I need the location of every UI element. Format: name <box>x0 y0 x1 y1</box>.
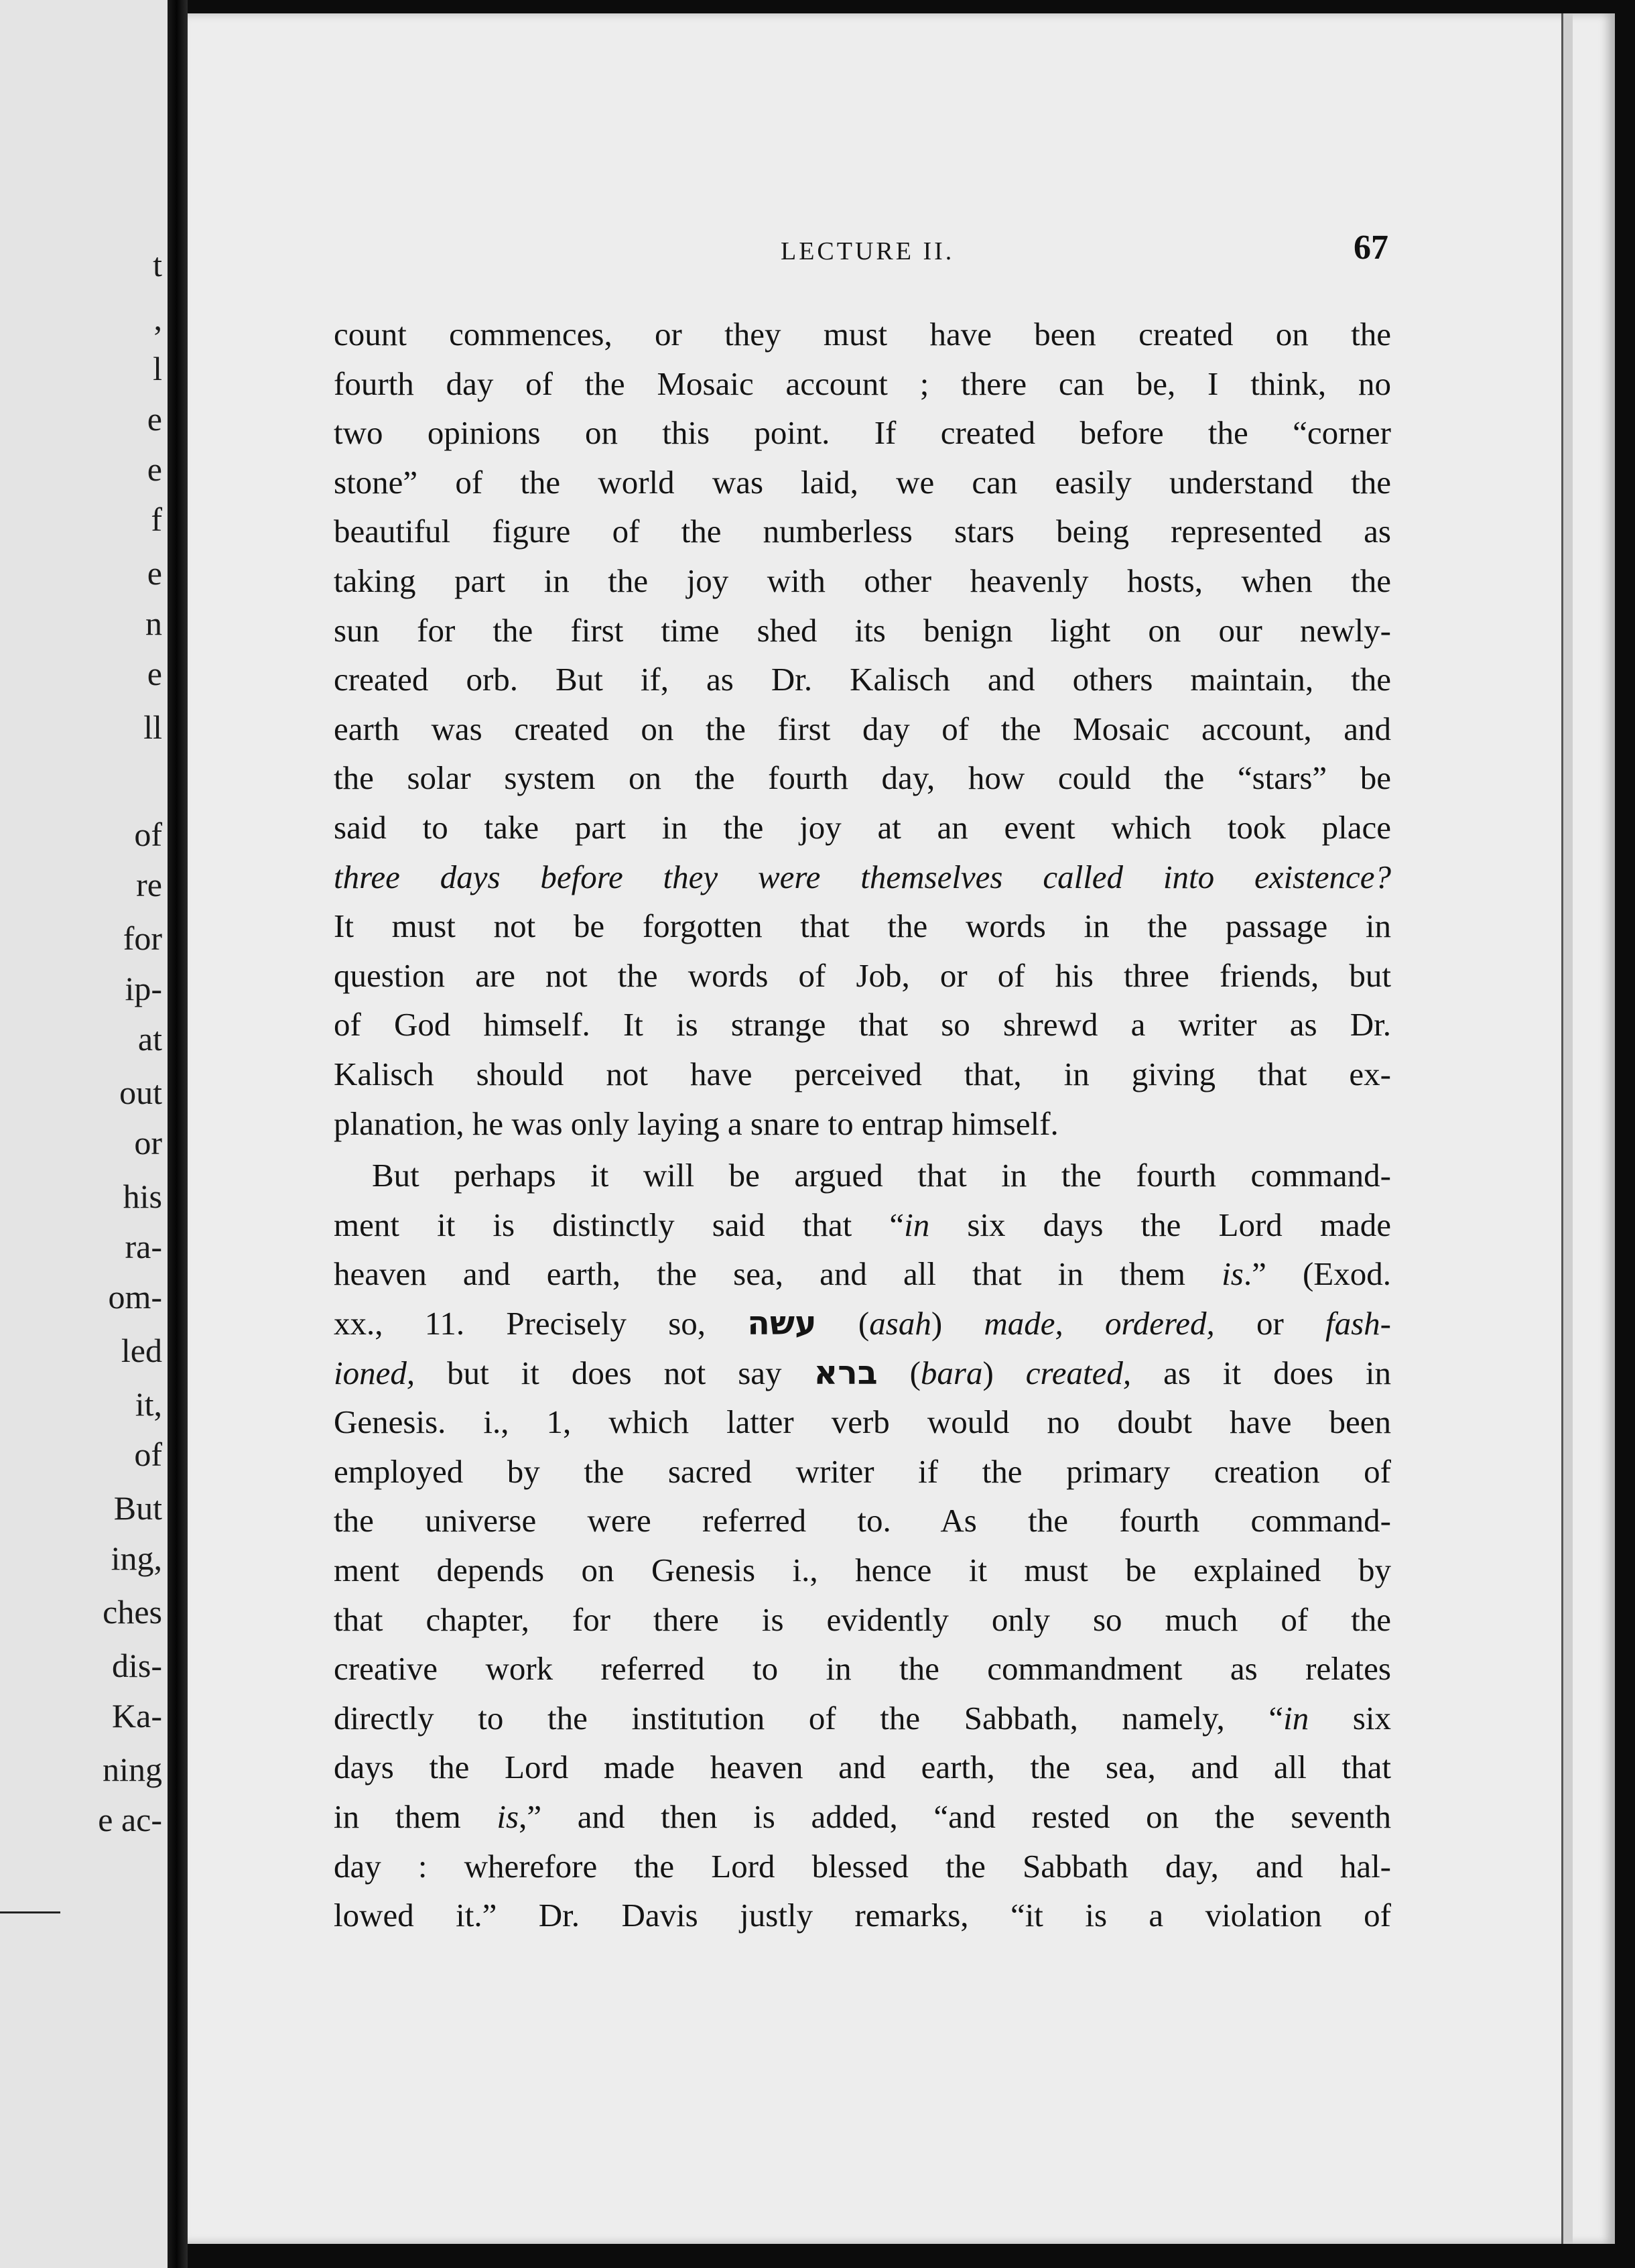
italic-text: fash- <box>1325 1305 1391 1342</box>
left-page-fragment: e <box>147 400 162 438</box>
text-line <box>334 1599 1391 1641</box>
text-line <box>334 857 1391 898</box>
text-run: Genesis. i., 1, which latter verb would no doubt have been <box>334 1403 1391 1441</box>
text-run: created orb. But if, as Dr. Kalisch and others maintain, the <box>334 661 1391 698</box>
text-line <box>334 1550 1391 1591</box>
left-page-fragment: f <box>151 501 162 538</box>
left-page-fragment: ll <box>143 708 162 746</box>
italic-text: is <box>497 1798 519 1835</box>
left-page-fragment: out <box>119 1074 162 1111</box>
text-run: sun for the first time shed its benign light on our newly- <box>334 611 1391 649</box>
text-line <box>334 1698 1391 1739</box>
text-line <box>334 610 1391 651</box>
italic-text: created, <box>1025 1354 1132 1391</box>
text-run: .” (Exod. <box>1243 1255 1391 1293</box>
text-run: days the Lord made heaven and earth, the sea, and all that <box>334 1749 1391 1786</box>
text-run: ) <box>931 1305 984 1342</box>
text-line <box>334 1648 1391 1690</box>
text-line <box>334 560 1391 602</box>
page-fore-edge <box>1561 13 1573 2244</box>
text-line <box>334 1054 1391 1095</box>
text-line <box>334 807 1391 848</box>
left-page-fragment: Ka- <box>112 1697 162 1735</box>
left-page-fragment: for <box>123 920 162 957</box>
text-line <box>334 511 1391 552</box>
text-run: in them <box>334 1798 497 1835</box>
text-run: six days the Lord made <box>929 1206 1391 1243</box>
text-line <box>334 1846 1391 1887</box>
text-line <box>334 1004 1391 1046</box>
text-run: directly to the institution of the Sabbath, namely, “ <box>334 1699 1284 1737</box>
left-page-fragment: ra- <box>125 1228 162 1265</box>
left-page-fragment: , <box>153 300 162 337</box>
text-line <box>334 1500 1391 1541</box>
text-run: heaven and earth, the sea, and all that in them <box>334 1255 1222 1293</box>
left-page-edge <box>0 0 168 2268</box>
text-line <box>334 955 1391 997</box>
text-run: said to take part in the joy at an event which took place <box>334 809 1391 846</box>
text-run: question are not the words of Job, or of his three friends, but <box>334 956 1391 994</box>
text-line <box>334 1253 1391 1295</box>
left-page-fragment: l <box>153 350 162 387</box>
text-line <box>334 314 1391 355</box>
text-run: ,” and then is added, “and rested on the seventh <box>519 1798 1391 1835</box>
text-run: beautiful figure of the numberless stars being represented as <box>334 513 1391 550</box>
left-page-fragment: e <box>147 655 162 692</box>
left-page-fragment: n <box>145 605 162 642</box>
text-line <box>372 1155 1391 1196</box>
text-run: ment depends on Genesis i., hence it must be explained by <box>334 1552 1391 1588</box>
left-page-fragment: t <box>153 246 162 284</box>
text-run: count commences, or they must have been created on the <box>334 316 1391 353</box>
left-page-fragment: ing, <box>111 1539 162 1577</box>
running-head: LECTURE II. <box>781 237 955 265</box>
italic-text: is <box>1222 1255 1244 1293</box>
text-run: of God himself. It is strange that so shrewd a writer as Dr. <box>334 1006 1391 1044</box>
text-run: ( <box>877 1354 921 1391</box>
text-run: stone” of the world was laid, we can easily understand the <box>334 463 1391 501</box>
text-run: as it does in <box>1131 1354 1391 1391</box>
text-run: But perhaps it will be argued that in the fourth command- <box>372 1157 1391 1194</box>
left-page-fragment: his <box>123 1178 162 1215</box>
text-line <box>334 1895 1391 1936</box>
book-gutter <box>168 0 188 2268</box>
left-page-fragment: it, <box>135 1385 162 1423</box>
text-run: ment it is distinctly said that “ <box>334 1206 905 1243</box>
text-line <box>334 905 1391 947</box>
text-run: fourth day of the Mosaic account ; there can be, I think, no <box>334 365 1391 402</box>
text-run: creative work referred to in the commandment as relates <box>334 1650 1391 1688</box>
left-page-fragment: e <box>147 554 162 592</box>
hebrew-word: עשה <box>747 1304 817 1342</box>
text-run: It must not be forgotten that the words in the passage in <box>334 907 1391 945</box>
text-line <box>334 1204 1391 1246</box>
text-run: the universe were referred to. As the fourth command- <box>334 1502 1391 1539</box>
left-page-fragment: ip- <box>125 970 162 1007</box>
left-page-fragment: ning <box>103 1751 162 1788</box>
italic-text: ioned, <box>334 1354 415 1391</box>
left-page-fragment: re <box>136 866 162 903</box>
text-line <box>334 363 1391 405</box>
text-line <box>334 1747 1391 1788</box>
text-run: or <box>1214 1305 1325 1342</box>
text-line <box>334 659 1391 700</box>
left-page-fragment: of <box>134 1436 162 1473</box>
text-run: ( <box>816 1305 870 1342</box>
text-run: two opinions on this point. If created before the “corner <box>334 414 1391 452</box>
text-line <box>334 1103 1391 1145</box>
left-page-footnote-rule <box>0 1911 60 1913</box>
italic-text: in <box>904 1206 930 1243</box>
italic-text: made, ordered, <box>984 1305 1215 1342</box>
text-line <box>334 1352 1391 1394</box>
left-page-fragment: e ac- <box>98 1801 162 1838</box>
left-page-fragment: e <box>147 450 162 488</box>
text-run: six <box>1309 1699 1391 1737</box>
text-run: lowed it.” Dr. Davis justly remarks, “it is a violation of <box>334 1897 1391 1934</box>
left-page-fragment: or <box>134 1124 162 1161</box>
text-run: taking part in the joy with other heavenly hosts, when the <box>334 562 1391 599</box>
text-line <box>334 1401 1391 1443</box>
text-line <box>334 1303 1391 1344</box>
text-run: day : wherefore the Lord blessed the Sabbath day, and hal- <box>334 1847 1391 1885</box>
italic-text: bara <box>920 1354 983 1391</box>
text-run: but it does not say <box>415 1354 814 1391</box>
italic-text: three days before they were themselves called into existence? <box>334 858 1391 895</box>
italic-text: asah <box>869 1305 931 1342</box>
left-page-fragment: led <box>121 1332 162 1369</box>
italic-text: in <box>1283 1699 1309 1737</box>
left-page-fragment: ches <box>103 1593 162 1631</box>
text-run: that chapter, for there is evidently only so much of the <box>334 1600 1391 1638</box>
hebrew-word: ברא <box>813 1353 878 1392</box>
text-run: xx., 11. Precisely so, <box>334 1305 748 1342</box>
text-run: Kalisch should not have perceived that, in giving that ex- <box>334 1056 1391 1092</box>
left-page-fragment: But <box>113 1489 162 1527</box>
text-line <box>334 757 1391 799</box>
text-line <box>334 412 1391 454</box>
text-line <box>334 1451 1391 1493</box>
page-number: 67 <box>1354 229 1388 267</box>
left-page-fragment: om- <box>108 1278 162 1316</box>
left-page-fragment: of <box>134 816 162 853</box>
text-run: the solar system on the fourth day, how could the “stars” be <box>334 759 1391 797</box>
text-run: ) <box>982 1354 1026 1391</box>
text-run: employed by the sacred writer if the primary creation of <box>334 1452 1391 1490</box>
text-line <box>334 462 1391 503</box>
text-run: planation, he was only laying a snare to entrap himself. <box>334 1105 1059 1142</box>
left-page-fragment: dis- <box>112 1647 162 1684</box>
left-page-fragment: at <box>137 1020 162 1058</box>
text-run: earth was created on the first day of the Mosaic account, and <box>334 710 1391 747</box>
text-line <box>334 1796 1391 1838</box>
text-line <box>334 708 1391 750</box>
